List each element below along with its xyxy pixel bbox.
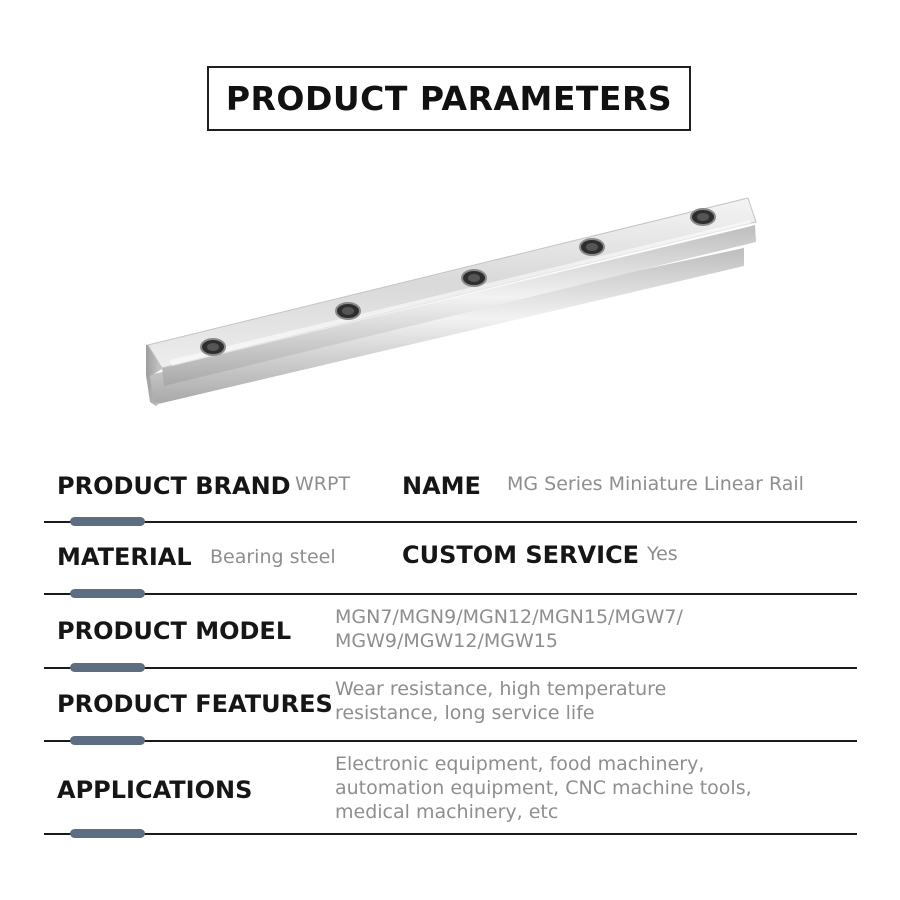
accent-pill-2 xyxy=(70,589,145,598)
custom-service-value: Yes xyxy=(647,543,678,565)
applications-value-line2: automation equipment, CNC machine tools, xyxy=(335,777,752,799)
product-features-value-line1: Wear resistance, high temperature xyxy=(335,678,667,700)
product-model-value-line1: MGN7/MGN9/MGN12/MGN15/MGW7/ xyxy=(335,606,683,628)
accent-pill-1 xyxy=(70,517,145,526)
custom-service-label: CUSTOM SERVICE xyxy=(402,541,640,569)
name-value: MG Series Miniature Linear Rail xyxy=(507,473,804,495)
product-features-label: PRODUCT FEATURES xyxy=(57,690,333,718)
accent-pill-5 xyxy=(70,829,145,838)
product-brand-label: PRODUCT BRAND xyxy=(57,472,291,500)
divider-2 xyxy=(44,593,857,595)
page-title: PRODUCT PARAMETERS xyxy=(225,79,673,118)
applications-value-line1: Electronic equipment, food machinery, xyxy=(335,753,705,775)
divider-1 xyxy=(44,521,857,523)
divider-3 xyxy=(44,667,857,669)
material-label: MATERIAL xyxy=(57,543,192,571)
product-brand-value: WRPT xyxy=(295,473,351,495)
accent-pill-3 xyxy=(70,663,145,672)
linear-rail-image xyxy=(140,190,765,420)
product-features-value-line2: resistance, long service life xyxy=(335,702,595,724)
material-value: Bearing steel xyxy=(210,546,336,568)
name-label: NAME xyxy=(402,472,481,500)
product-model-value-line2: MGW9/MGW12/MGW15 xyxy=(335,630,558,652)
product-model-label: PRODUCT MODEL xyxy=(57,617,292,645)
applications-label: APPLICATIONS xyxy=(57,776,253,804)
divider-5 xyxy=(44,833,857,835)
applications-value-line3: medical machinery, etc xyxy=(335,801,559,823)
accent-pill-4 xyxy=(70,736,145,745)
title-box xyxy=(207,66,691,131)
divider-4 xyxy=(44,740,857,742)
